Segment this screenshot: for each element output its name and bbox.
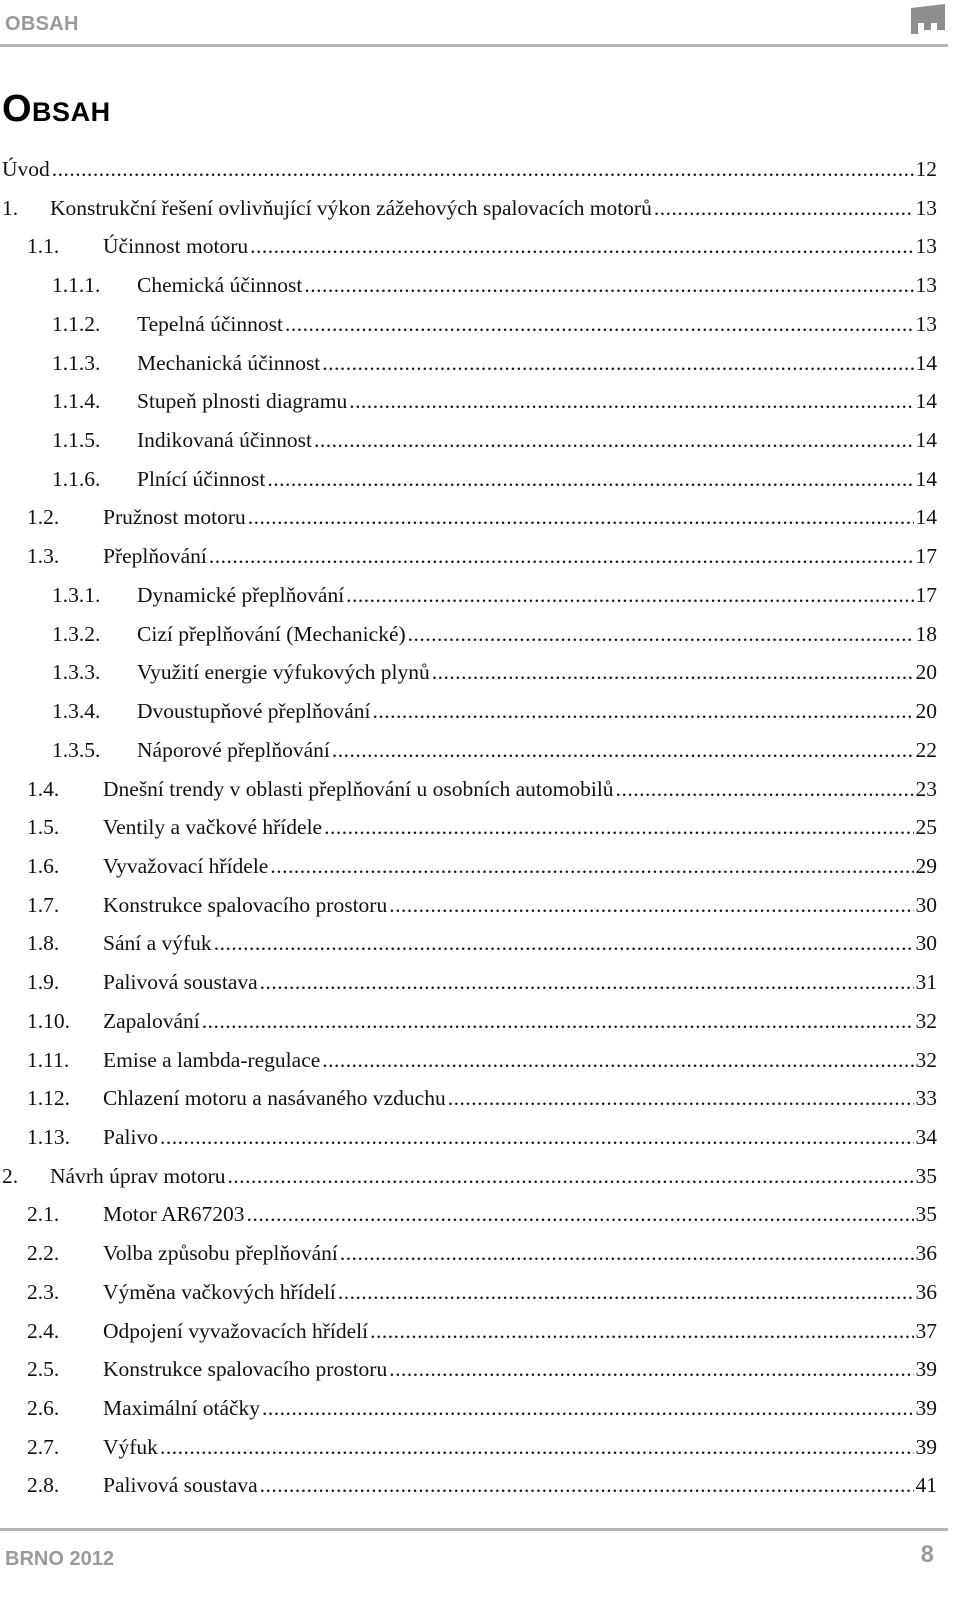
toc-dot-leader	[247, 1195, 914, 1234]
toc-entry[interactable]	[0, 731, 937, 770]
header-rule	[0, 44, 948, 47]
toc-entry-page: 13	[915, 273, 937, 298]
toc-entry-number: 1.1.4.	[52, 389, 101, 414]
toc-entry-title: Maximální otáčky	[103, 1396, 261, 1420]
toc-dot-leader	[340, 1234, 914, 1273]
toc-entry-number: 1.1.	[27, 234, 60, 259]
toc-entry-title: Emise a lambda-regulace	[103, 1047, 321, 1072]
toc-entry-page: 39	[915, 1396, 937, 1420]
toc-dot-leader	[160, 1118, 914, 1157]
toc-dot-leader	[616, 770, 914, 809]
toc-entry-number: 1.1.3.	[52, 350, 101, 375]
toc-dot-leader	[250, 227, 913, 266]
toc-entry[interactable]	[0, 576, 937, 615]
toc-entry-number: 1.13.	[27, 1124, 70, 1149]
toc-entry-page: 14	[915, 505, 937, 530]
footer-location-year: BRNO 2012	[5, 1548, 114, 1570]
page-title: Obsah	[2, 88, 111, 130]
toc-entry-page: 14	[915, 466, 937, 491]
toc-entry-title: Dynamické přeplňování	[137, 582, 345, 607]
toc-entry-number: 1.3.4.	[52, 699, 101, 724]
toc-entry-title: Odpojení vyvažovacích hřídelí	[103, 1318, 369, 1343]
university-logo-icon	[911, 4, 945, 34]
toc-entry[interactable]	[0, 1079, 937, 1118]
toc-entry-page: 20	[915, 699, 937, 724]
footer-rule	[0, 1528, 948, 1531]
toc-entry[interactable]	[0, 1002, 937, 1041]
toc-entry-page: 32	[915, 1008, 937, 1033]
toc-entry-title: Návrh úprav motoru	[50, 1163, 226, 1188]
toc-entry-page: 13	[915, 311, 937, 336]
toc-dot-leader	[346, 576, 913, 615]
toc-dot-leader	[270, 847, 913, 886]
toc-entry[interactable]	[0, 1234, 937, 1273]
page-header	[0, 0, 960, 50]
toc-entry-number: 1.3.1.	[52, 582, 101, 607]
toc-entry-page: 12	[915, 157, 937, 181]
toc-entry[interactable]	[0, 808, 937, 847]
toc-entry[interactable]	[0, 847, 937, 886]
toc-entry-page: 13	[915, 195, 937, 220]
toc-entry-title: Sání a výfuk	[103, 931, 212, 956]
toc-entry[interactable]	[0, 266, 937, 305]
toc-entry-number: 1.1.1.	[52, 273, 101, 298]
toc-dot-leader	[389, 1350, 913, 1389]
toc-entry-number: 1.3.3.	[52, 660, 101, 685]
toc-entry-title: Dvoustupňové přeplňování	[137, 699, 371, 724]
toc-entry-page: 39	[915, 1434, 937, 1459]
toc-entry-number: 1.10.	[27, 1008, 70, 1033]
toc-entry[interactable]	[0, 1041, 937, 1080]
toc-dot-leader	[654, 189, 914, 228]
toc-dot-leader	[260, 963, 914, 1002]
toc-entry-page: 25	[915, 815, 937, 840]
toc-entry-number: 1.7.	[27, 892, 60, 917]
toc-entry-title: Palivová soustava	[103, 970, 258, 995]
toc-entry-page: 39	[915, 1357, 937, 1382]
toc-entry-page: 41	[915, 1473, 937, 1498]
toc-entry[interactable]	[0, 1466, 937, 1505]
toc-dot-leader	[304, 266, 913, 305]
toc-entry-title: Motor AR67203	[103, 1202, 245, 1227]
toc-entry-number: 1.3.	[27, 544, 60, 569]
toc-entry-page: 30	[915, 931, 937, 956]
toc-entry[interactable]	[0, 344, 937, 383]
toc-dot-leader	[202, 1002, 914, 1041]
toc-dot-leader	[260, 1466, 914, 1505]
toc-entry[interactable]	[0, 615, 937, 654]
toc-dot-leader	[372, 692, 913, 731]
toc-entry-title: Indikovaná účinnost	[137, 428, 312, 453]
toc-entry[interactable]	[0, 498, 937, 537]
toc-entry[interactable]	[0, 1157, 937, 1196]
toc-entry-title: Konstrukční řešení ovlivňující výkon zážehových spalovacích motorů	[50, 195, 652, 220]
toc-entry[interactable]	[0, 150, 937, 189]
toc-entry-title: Účinnost motoru	[103, 234, 249, 259]
toc-entry-number: 1.5.	[27, 815, 60, 840]
toc-dot-leader	[389, 886, 913, 925]
toc-entry-title: Stupeň plnosti diagramu	[137, 389, 348, 414]
toc-dot-leader	[370, 1312, 913, 1351]
toc-dot-leader	[160, 1428, 914, 1467]
toc-entry-page: 33	[915, 1086, 937, 1111]
toc-entry-number: 1.1.6.	[52, 466, 101, 491]
toc-entry-title: Chlazení motoru a nasávaného vzduchu	[103, 1086, 446, 1111]
toc-dot-leader	[248, 498, 914, 537]
footer-page-number: 8	[920, 1541, 934, 1568]
toc-entry[interactable]	[0, 1350, 937, 1389]
toc-entry-page: 32	[915, 1047, 937, 1072]
toc-dot-leader	[314, 421, 914, 460]
toc-entry-page: 17	[915, 544, 937, 569]
toc-entry[interactable]	[0, 421, 937, 460]
toc-entry-number: 2.4.	[27, 1318, 60, 1343]
toc-entry-title: Přeplňování	[103, 544, 207, 569]
toc-dot-leader	[52, 150, 914, 189]
toc-entry[interactable]	[0, 886, 937, 925]
toc-entry[interactable]	[0, 1195, 937, 1234]
toc-entry[interactable]	[0, 653, 937, 692]
toc-entry-page: 13	[915, 234, 937, 259]
toc-entry[interactable]	[0, 305, 937, 344]
toc-entry-page: 31	[915, 970, 937, 995]
toc-entry-title: Konstrukce spalovacího prostoru	[103, 1357, 388, 1382]
toc-entry-number: 2.8.	[27, 1473, 60, 1498]
toc-entry-page: 22	[915, 737, 937, 762]
table-of-contents	[0, 150, 937, 1505]
toc-dot-leader	[214, 924, 914, 963]
toc-entry[interactable]	[0, 227, 937, 266]
toc-entry-number: 1.3.2.	[52, 621, 101, 646]
toc-entry-number: 1.1.5.	[52, 428, 101, 453]
toc-entry-number: 2.6.	[27, 1396, 60, 1420]
toc-dot-leader	[285, 305, 914, 344]
toc-entry-number: 2.5.	[27, 1357, 60, 1382]
toc-entry-number: 1.	[2, 195, 19, 220]
toc-entry[interactable]	[0, 382, 937, 421]
toc-entry-title: Plnící účinnost	[137, 466, 266, 491]
toc-entry-page: 37	[915, 1318, 937, 1343]
toc-entry[interactable]	[0, 189, 937, 228]
toc-entry-number: 1.4.	[27, 776, 60, 801]
toc-dot-leader	[408, 615, 914, 654]
toc-entry-page: 14	[915, 350, 937, 375]
toc-entry-title: Výměna vačkových hřídelí	[103, 1279, 336, 1304]
toc-entry-page: 36	[915, 1279, 937, 1304]
toc-entry[interactable]	[0, 692, 937, 731]
toc-entry-number: 2.	[2, 1163, 19, 1188]
toc-entry-title: Ventily a vačkové hřídele	[103, 815, 323, 840]
toc-dot-leader	[262, 1389, 913, 1428]
toc-entry[interactable]	[0, 1118, 937, 1157]
toc-entry-title: Chemická účinnost	[137, 273, 303, 298]
toc-entry-page: 35	[915, 1163, 937, 1188]
toc-entry-title: Úvod	[2, 157, 50, 181]
toc-entry-title: Pružnost motoru	[103, 505, 246, 530]
toc-dot-leader	[322, 1041, 913, 1080]
toc-entry-title: Konstrukce spalovacího prostoru	[103, 892, 388, 917]
toc-entry-number: 2.2.	[27, 1241, 60, 1266]
toc-entry[interactable]	[0, 1389, 937, 1428]
toc-entry-number: 1.3.5.	[52, 737, 101, 762]
toc-entry-page: 35	[915, 1202, 937, 1227]
toc-entry-page: 29	[915, 853, 937, 878]
toc-entry-title: Využití energie výfukových plynů	[137, 660, 430, 685]
toc-entry-page: 14	[915, 428, 937, 453]
toc-dot-leader	[448, 1079, 914, 1118]
toc-entry[interactable]	[0, 1273, 937, 1312]
toc-dot-leader	[322, 344, 913, 383]
toc-entry-title: Mechanická účinnost	[137, 350, 321, 375]
toc-entry-title: Tepelná účinnost	[137, 311, 283, 336]
toc-entry-title: Náporové přeplňování	[137, 737, 330, 762]
toc-entry-title: Volba způsobu přeplňování	[103, 1241, 338, 1266]
toc-entry-title: Výfuk	[103, 1434, 158, 1459]
toc-entry-title: Palivová soustava	[103, 1473, 258, 1498]
toc-entry-number: 1.6.	[27, 853, 60, 878]
toc-entry-title: Vyvažovací hřídele	[103, 853, 269, 878]
toc-entry-number: 1.2.	[27, 505, 60, 530]
toc-entry-page: 20	[915, 660, 937, 685]
toc-dot-leader	[338, 1273, 914, 1312]
toc-entry-title: Dnešní trendy v oblasti přeplňování u osobních automobilů	[103, 776, 614, 801]
toc-entry-number: 1.8.	[27, 931, 60, 956]
running-header-title: OBSAH	[5, 13, 79, 35]
toc-entry-number: 2.1.	[27, 1202, 60, 1227]
toc-entry[interactable]	[0, 1428, 937, 1467]
toc-entry-number: 2.7.	[27, 1434, 60, 1459]
toc-entry[interactable]	[0, 1312, 937, 1351]
toc-entry[interactable]	[0, 963, 937, 1002]
toc-entry-number: 1.1.2.	[52, 311, 101, 336]
toc-entry-title: Cizí přeplňování (Mechanické)	[137, 621, 406, 646]
toc-entry-page: 30	[915, 892, 937, 917]
toc-entry-page: 14	[915, 389, 937, 414]
toc-entry-title: Palivo	[103, 1124, 158, 1149]
toc-entry-page: 17	[915, 582, 937, 607]
toc-dot-leader	[332, 731, 914, 770]
toc-dot-leader	[209, 537, 914, 576]
toc-entry-page: 36	[915, 1241, 937, 1266]
toc-entry-title: Zapalování	[103, 1008, 200, 1033]
toc-entry-page: 18	[915, 621, 937, 646]
toc-dot-leader	[432, 653, 914, 692]
toc-dot-leader	[228, 1157, 914, 1196]
toc-entry-page: 23	[915, 776, 937, 801]
toc-entry[interactable]	[0, 770, 937, 809]
toc-dot-leader	[349, 382, 913, 421]
toc-entry-number: 1.12.	[27, 1086, 70, 1111]
page-footer	[0, 1520, 960, 1601]
toc-entry-number: 1.9.	[27, 970, 60, 995]
toc-entry[interactable]	[0, 537, 937, 576]
toc-entry[interactable]	[0, 924, 937, 963]
toc-entry-page: 34	[915, 1124, 937, 1149]
toc-entry[interactable]	[0, 460, 937, 499]
toc-dot-leader	[267, 460, 913, 499]
toc-entry-number: 2.3.	[27, 1279, 60, 1304]
toc-entry-number: 1.11.	[27, 1047, 70, 1072]
toc-dot-leader	[324, 808, 913, 847]
